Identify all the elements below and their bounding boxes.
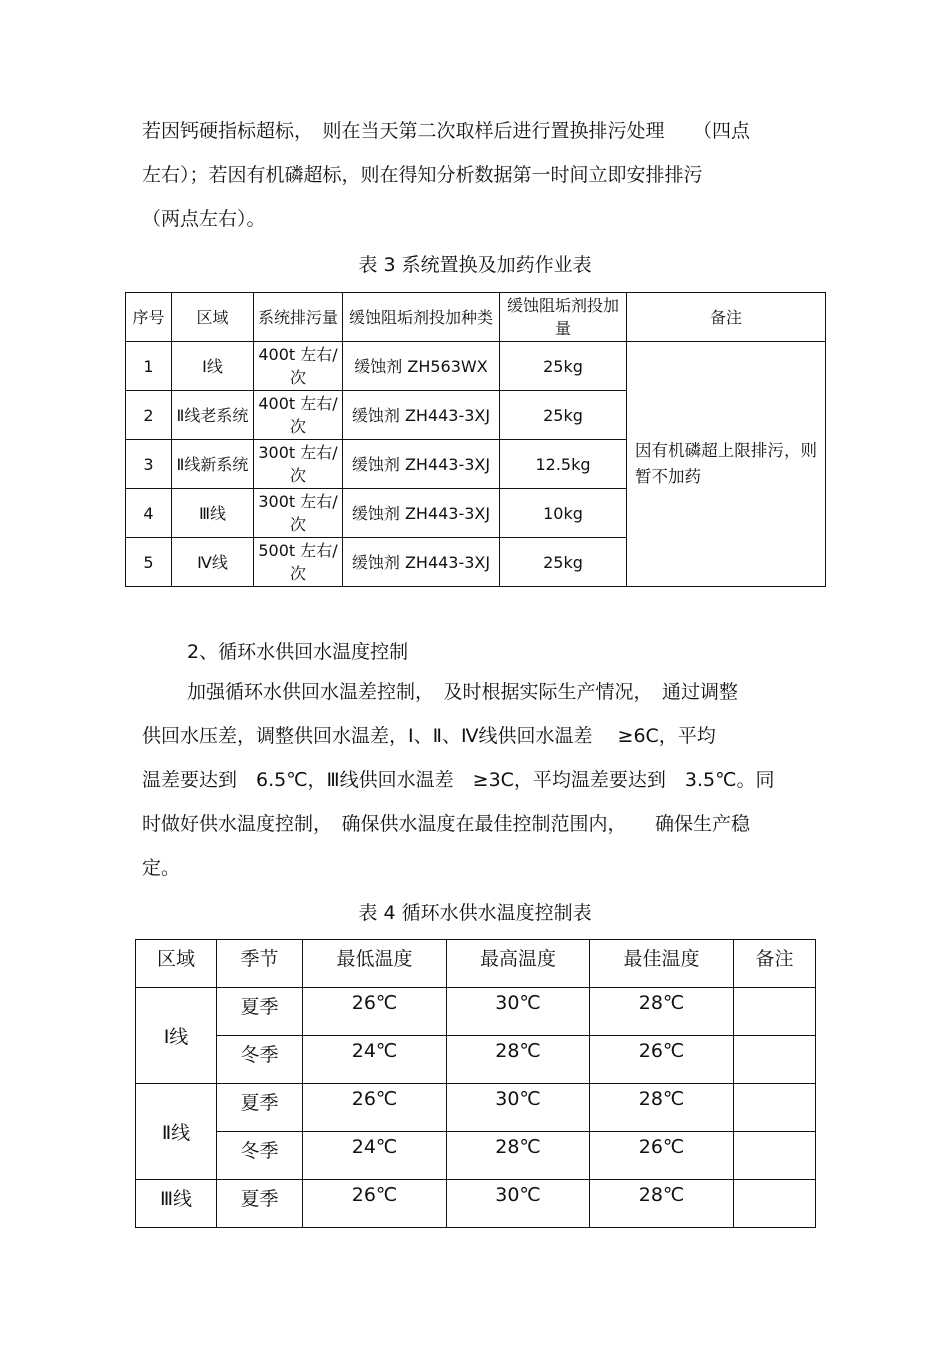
- cell-season: 夏季: [217, 1084, 303, 1132]
- cell-no: 3: [126, 440, 172, 489]
- cell-area: Ⅳ线: [172, 538, 254, 587]
- section2-paragraph: [142, 670, 812, 890]
- cell-dose: 25kg: [500, 391, 627, 440]
- cell-agent: 缓蚀剂 ZH443-3XJ: [343, 538, 500, 587]
- table-row: [136, 1084, 816, 1132]
- section2-line: 加强循环水供回水温差控制， 及时根据实际生产情况， 通过调整: [187, 681, 739, 703]
- cell-note: 因有机磷超上限排污，则暂不加药: [627, 342, 826, 587]
- cell-note: [734, 1084, 816, 1132]
- cell-min: 24℃: [303, 1132, 447, 1180]
- cell-season: 夏季: [217, 1180, 303, 1228]
- intro-line: 左右）；若因有机磷超标，则在得知分析数据第一时间立即安排排污: [142, 164, 703, 186]
- cell-season: 夏季: [217, 988, 303, 1036]
- cell-note: [734, 1132, 816, 1180]
- cell-area: Ⅱ线新系统: [172, 440, 254, 489]
- cell-agent: 缓蚀剂 ZH563WX: [343, 342, 500, 391]
- cell-best: 26℃: [590, 1132, 734, 1180]
- cell-area: Ⅱ线: [136, 1084, 217, 1180]
- cell-note: [734, 1036, 816, 1084]
- cell-agent: 缓蚀剂 ZH443-3XJ: [343, 440, 500, 489]
- section2-heading: 2、循环水供回水温度控制: [187, 641, 409, 663]
- section2-line: 时做好供水温度控制， 确保供水温度在最佳控制范围内， 确保生产稳: [142, 813, 751, 835]
- cell-no: 2: [126, 391, 172, 440]
- cell-best: 26℃: [590, 1036, 734, 1084]
- cell-area: Ⅰ线: [172, 342, 254, 391]
- cell-best: 28℃: [590, 1084, 734, 1132]
- cell-max: 30℃: [447, 988, 590, 1036]
- table4: [135, 939, 816, 1228]
- table-header-row: [126, 293, 826, 342]
- section2-line: 定。: [142, 857, 181, 879]
- intro-line: 若因钙硬指标超标， 则在当天第二次取样后进行置换排污处理 （四点: [142, 120, 751, 142]
- cell-area: Ⅱ线老系统: [172, 391, 254, 440]
- header-cell: 备注: [627, 293, 826, 342]
- table-row: [136, 1036, 816, 1084]
- table-row: [136, 1132, 816, 1180]
- cell-discharge: 400t 左右/次: [254, 342, 343, 391]
- intro-line: （两点左右）。: [142, 208, 266, 230]
- cell-max: 30℃: [447, 1084, 590, 1132]
- header-cell: 系统排污量: [254, 293, 343, 342]
- header-cell: 序号: [126, 293, 172, 342]
- cell-min: 26℃: [303, 988, 447, 1036]
- cell-note: [734, 988, 816, 1036]
- header-cell: 最佳温度: [590, 940, 734, 988]
- cell-discharge: 500t 左右/次: [254, 538, 343, 587]
- table4-caption: 表 4 循环水供水温度控制表: [358, 902, 592, 924]
- header-cell: 区域: [136, 940, 217, 988]
- cell-agent: 缓蚀剂 ZH443-3XJ: [343, 489, 500, 538]
- section2-line: 温差要达到 6.5℃，Ⅲ线供回水温差 ≥3C，平均温差要达到 3.5℃。同: [142, 769, 775, 791]
- cell-note: [734, 1180, 816, 1228]
- cell-best: 28℃: [590, 1180, 734, 1228]
- cell-max: 28℃: [447, 1036, 590, 1084]
- cell-discharge: 300t 左右/次: [254, 489, 343, 538]
- cell-max: 28℃: [447, 1132, 590, 1180]
- section2-line: 供回水压差，调整供回水温差，Ⅰ、Ⅱ、Ⅳ线供回水温差 ≥6C，平均: [142, 725, 716, 747]
- table-row: [136, 1180, 816, 1228]
- cell-discharge: 400t 左右/次: [254, 391, 343, 440]
- cell-no: 1: [126, 342, 172, 391]
- cell-area: Ⅲ线: [136, 1180, 217, 1228]
- header-cell: 最低温度: [303, 940, 447, 988]
- table3: [125, 292, 826, 587]
- table-row: [136, 988, 816, 1036]
- cell-dose: 10kg: [500, 489, 627, 538]
- header-cell: 备注: [734, 940, 816, 988]
- header-cell: 缓蚀阻垢剂投加种类: [343, 293, 500, 342]
- header-cell: 区域: [172, 293, 254, 342]
- cell-season: 冬季: [217, 1132, 303, 1180]
- cell-area: Ⅰ线: [136, 988, 217, 1084]
- header-cell: 最高温度: [447, 940, 590, 988]
- header-cell: 缓蚀阻垢剂投加量: [500, 293, 627, 342]
- cell-area: Ⅲ线: [172, 489, 254, 538]
- cell-min: 26℃: [303, 1180, 447, 1228]
- cell-season: 冬季: [217, 1036, 303, 1084]
- cell-no: 5: [126, 538, 172, 587]
- cell-max: 30℃: [447, 1180, 590, 1228]
- table-header-row: [136, 940, 816, 988]
- table-row: [126, 342, 826, 391]
- header-cell: 季节: [217, 940, 303, 988]
- cell-min: 26℃: [303, 1084, 447, 1132]
- intro-paragraph: [142, 109, 812, 241]
- cell-best: 28℃: [590, 988, 734, 1036]
- cell-no: 4: [126, 489, 172, 538]
- cell-dose: 12.5kg: [500, 440, 627, 489]
- cell-min: 24℃: [303, 1036, 447, 1084]
- table3-caption: 表 3 系统置换及加药作业表: [358, 254, 592, 276]
- cell-agent: 缓蚀剂 ZH443-3XJ: [343, 391, 500, 440]
- cell-dose: 25kg: [500, 342, 627, 391]
- cell-dose: 25kg: [500, 538, 627, 587]
- cell-discharge: 300t 左右/次: [254, 440, 343, 489]
